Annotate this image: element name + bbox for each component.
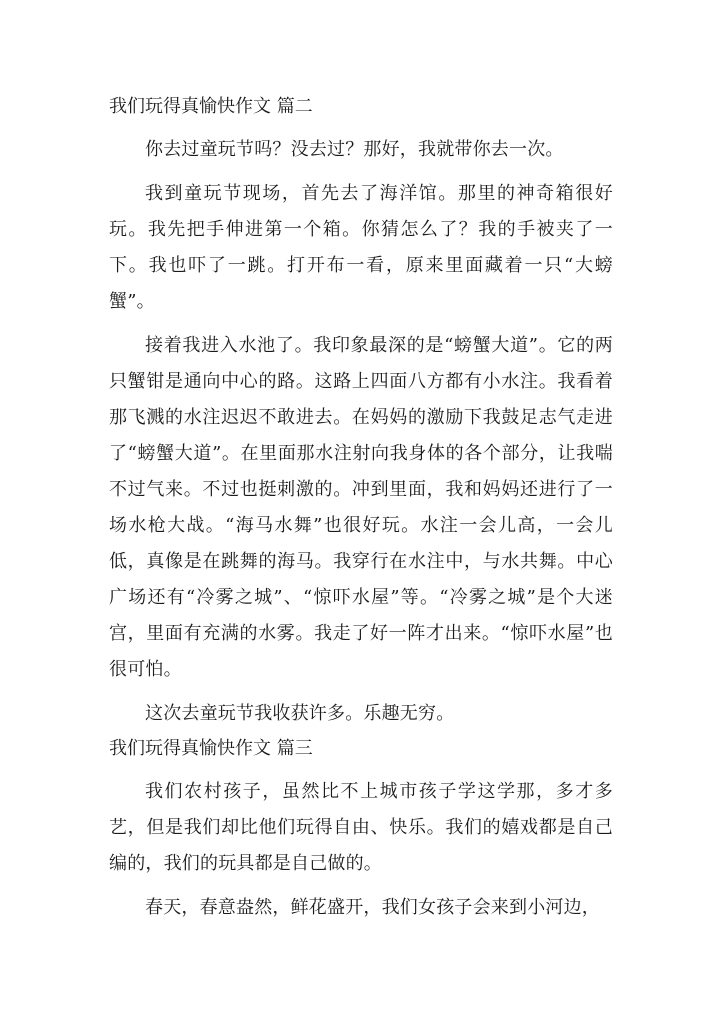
- paragraph: 接着我进入水池了。我印象最深的是“螃蟹大道”。它的两只蟹钳是通向中心的路。这路上四面八方都有小水注。我看着那飞溅的水注迟迟不敢进去。在妈妈的激励下我鼓足志气走进了“螃蟹大道”。在里面那水注射向我身体的各个部分，让我喘不过气来。不过也挺刺激的。冲到里面，我和妈妈还进行了一场水枪大战。“海马水舞”也很好玩。水注一会儿高，一会儿低，真像是在跳舞的海马。我穿行在水注中，与水共舞。中心广场还有“冷雾之城”、“惊吓水屋”等。“冷雾之城”是个大迷宫，里面有充满的水雾。我走了好一阵才出来。“惊吓水屋”也很可怕。: [109, 335, 613, 680]
- spacer: [109, 124, 613, 132]
- spacer: [109, 882, 613, 890]
- section-heading-3: 我们玩得真愉快作文 篇三: [109, 738, 313, 759]
- spacer: [109, 320, 613, 328]
- paragraph: 你去过童玩节吗？没去过？那好，我就带你去一次。: [145, 139, 564, 160]
- paragraph: 我们农村孩子，虽然比不上城市孩子学这学那，多才多艺，但是我们却比他们玩得自由、快乐。我们的嬉戏都是自己编的，我们的玩具都是自己做的。: [109, 781, 613, 874]
- paragraph: 这次去童玩节我收获许多。乐趣无穷。: [145, 703, 455, 724]
- paragraph: 春天，春意盎然，鲜花盛开，我们女孩子会来到小河边，: [145, 897, 600, 918]
- spacer: [109, 766, 613, 774]
- section-heading-2: 我们玩得真愉快作文 篇二: [109, 96, 313, 117]
- spacer: [109, 688, 613, 696]
- spacer: [109, 168, 613, 176]
- document-page: [109, 90, 613, 926]
- paragraph: 我到童玩节现场，首先去了海洋馆。那里的神奇箱很好玩。我先把手伸进第一个箱。你猜怎么了？我的手被夹了一下。我也吓了一跳。打开布一看，原来里面藏着一只“大螃蟹”。: [109, 183, 613, 312]
